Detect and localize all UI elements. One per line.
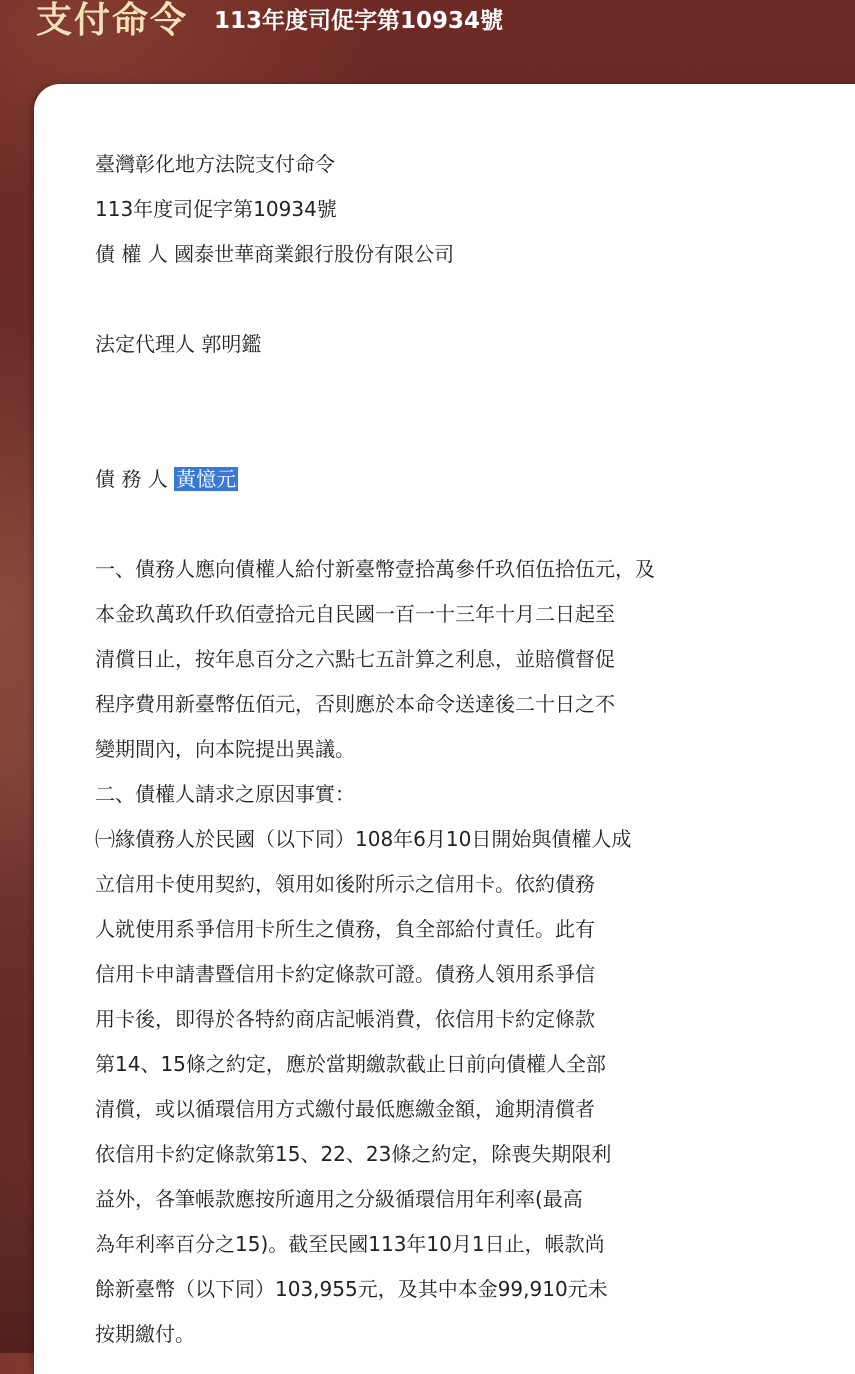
debtor-line[interactable] bbox=[95, 457, 795, 502]
legal-agent-line: 法定代理人 郭明鑑 bbox=[95, 332, 262, 356]
body-line: 立信用卡使用契約，領用如後附所示之信用卡。依約債務 bbox=[95, 872, 595, 896]
body-line: 依信用卡約定條款第15、22、23條之約定，除喪失期限利 bbox=[95, 1142, 612, 1166]
body-line: 餘新臺幣（以下同）103,955元，及其中本金99,910元未 bbox=[95, 1277, 608, 1301]
case-number: 113年度司促字第10934號 bbox=[95, 197, 337, 221]
body-line: 本金玖萬玖仟玖佰壹拾元自民國一百一十三年十月二日起至 bbox=[95, 602, 615, 626]
debtor-name-selected[interactable]: 黃憶元 bbox=[176, 467, 237, 491]
body-line: 清償日止，按年息百分之六點七五計算之利息，並賠償督促 bbox=[95, 647, 615, 671]
body-line: 清償，或以循環信用方式繳付最低應繳金額，逾期清償者 bbox=[95, 1097, 595, 1121]
document-body bbox=[95, 142, 795, 1357]
body-line: 變期間內，向本院提出異議。 bbox=[95, 737, 355, 761]
body-line: 人就使用系爭信用卡所生之債務，負全部給付責任。此有 bbox=[95, 917, 595, 941]
body-line: 一、債務人應向債權人給付新臺幣壹拾萬參仟玖佰伍拾伍元，及 bbox=[95, 557, 655, 581]
body-line: 益外，各筆帳款應按所適用之分級循環信用年利率(最高 bbox=[95, 1187, 583, 1211]
creditor-line: 債 權 人 國泰世華商業銀行股份有限公司 bbox=[95, 242, 455, 266]
spacer bbox=[95, 367, 795, 457]
debtor-label: 債 務 人 bbox=[95, 467, 175, 491]
court-name: 臺灣彰化地方法院支付命令 bbox=[95, 152, 335, 176]
body-line: 程序費用新臺幣伍佰元，否則應於本命令送達後二十日之不 bbox=[95, 692, 615, 716]
body-line: 用卡後，即得於各特約商店記帳消費，依信用卡約定條款 bbox=[95, 1007, 595, 1031]
body-line: ㈠緣債務人於民國（以下同）108年6月10日開始與債權人成 bbox=[95, 827, 632, 851]
body-line: 二、債權人請求之原因事實： bbox=[95, 782, 355, 806]
body-line: 第14、15條之約定，應於當期繳款截止日前向債權人全部 bbox=[95, 1052, 606, 1076]
body-paragraphs bbox=[95, 547, 795, 1357]
body-line: 信用卡申請書暨信用卡約定條款可證。債務人領用系爭信 bbox=[95, 962, 595, 986]
header-title: 支付命令 bbox=[36, 0, 189, 41]
body-line: 按期繳付。 bbox=[95, 1322, 195, 1346]
spacer bbox=[95, 277, 795, 322]
body-line: 為年利率百分之15)。截至民國113年10月1日止，帳款尚 bbox=[95, 1232, 605, 1256]
header-case-number: 113年度司促字第10934號 bbox=[214, 8, 504, 34]
page-header bbox=[0, 0, 855, 84]
spacer bbox=[95, 502, 795, 547]
